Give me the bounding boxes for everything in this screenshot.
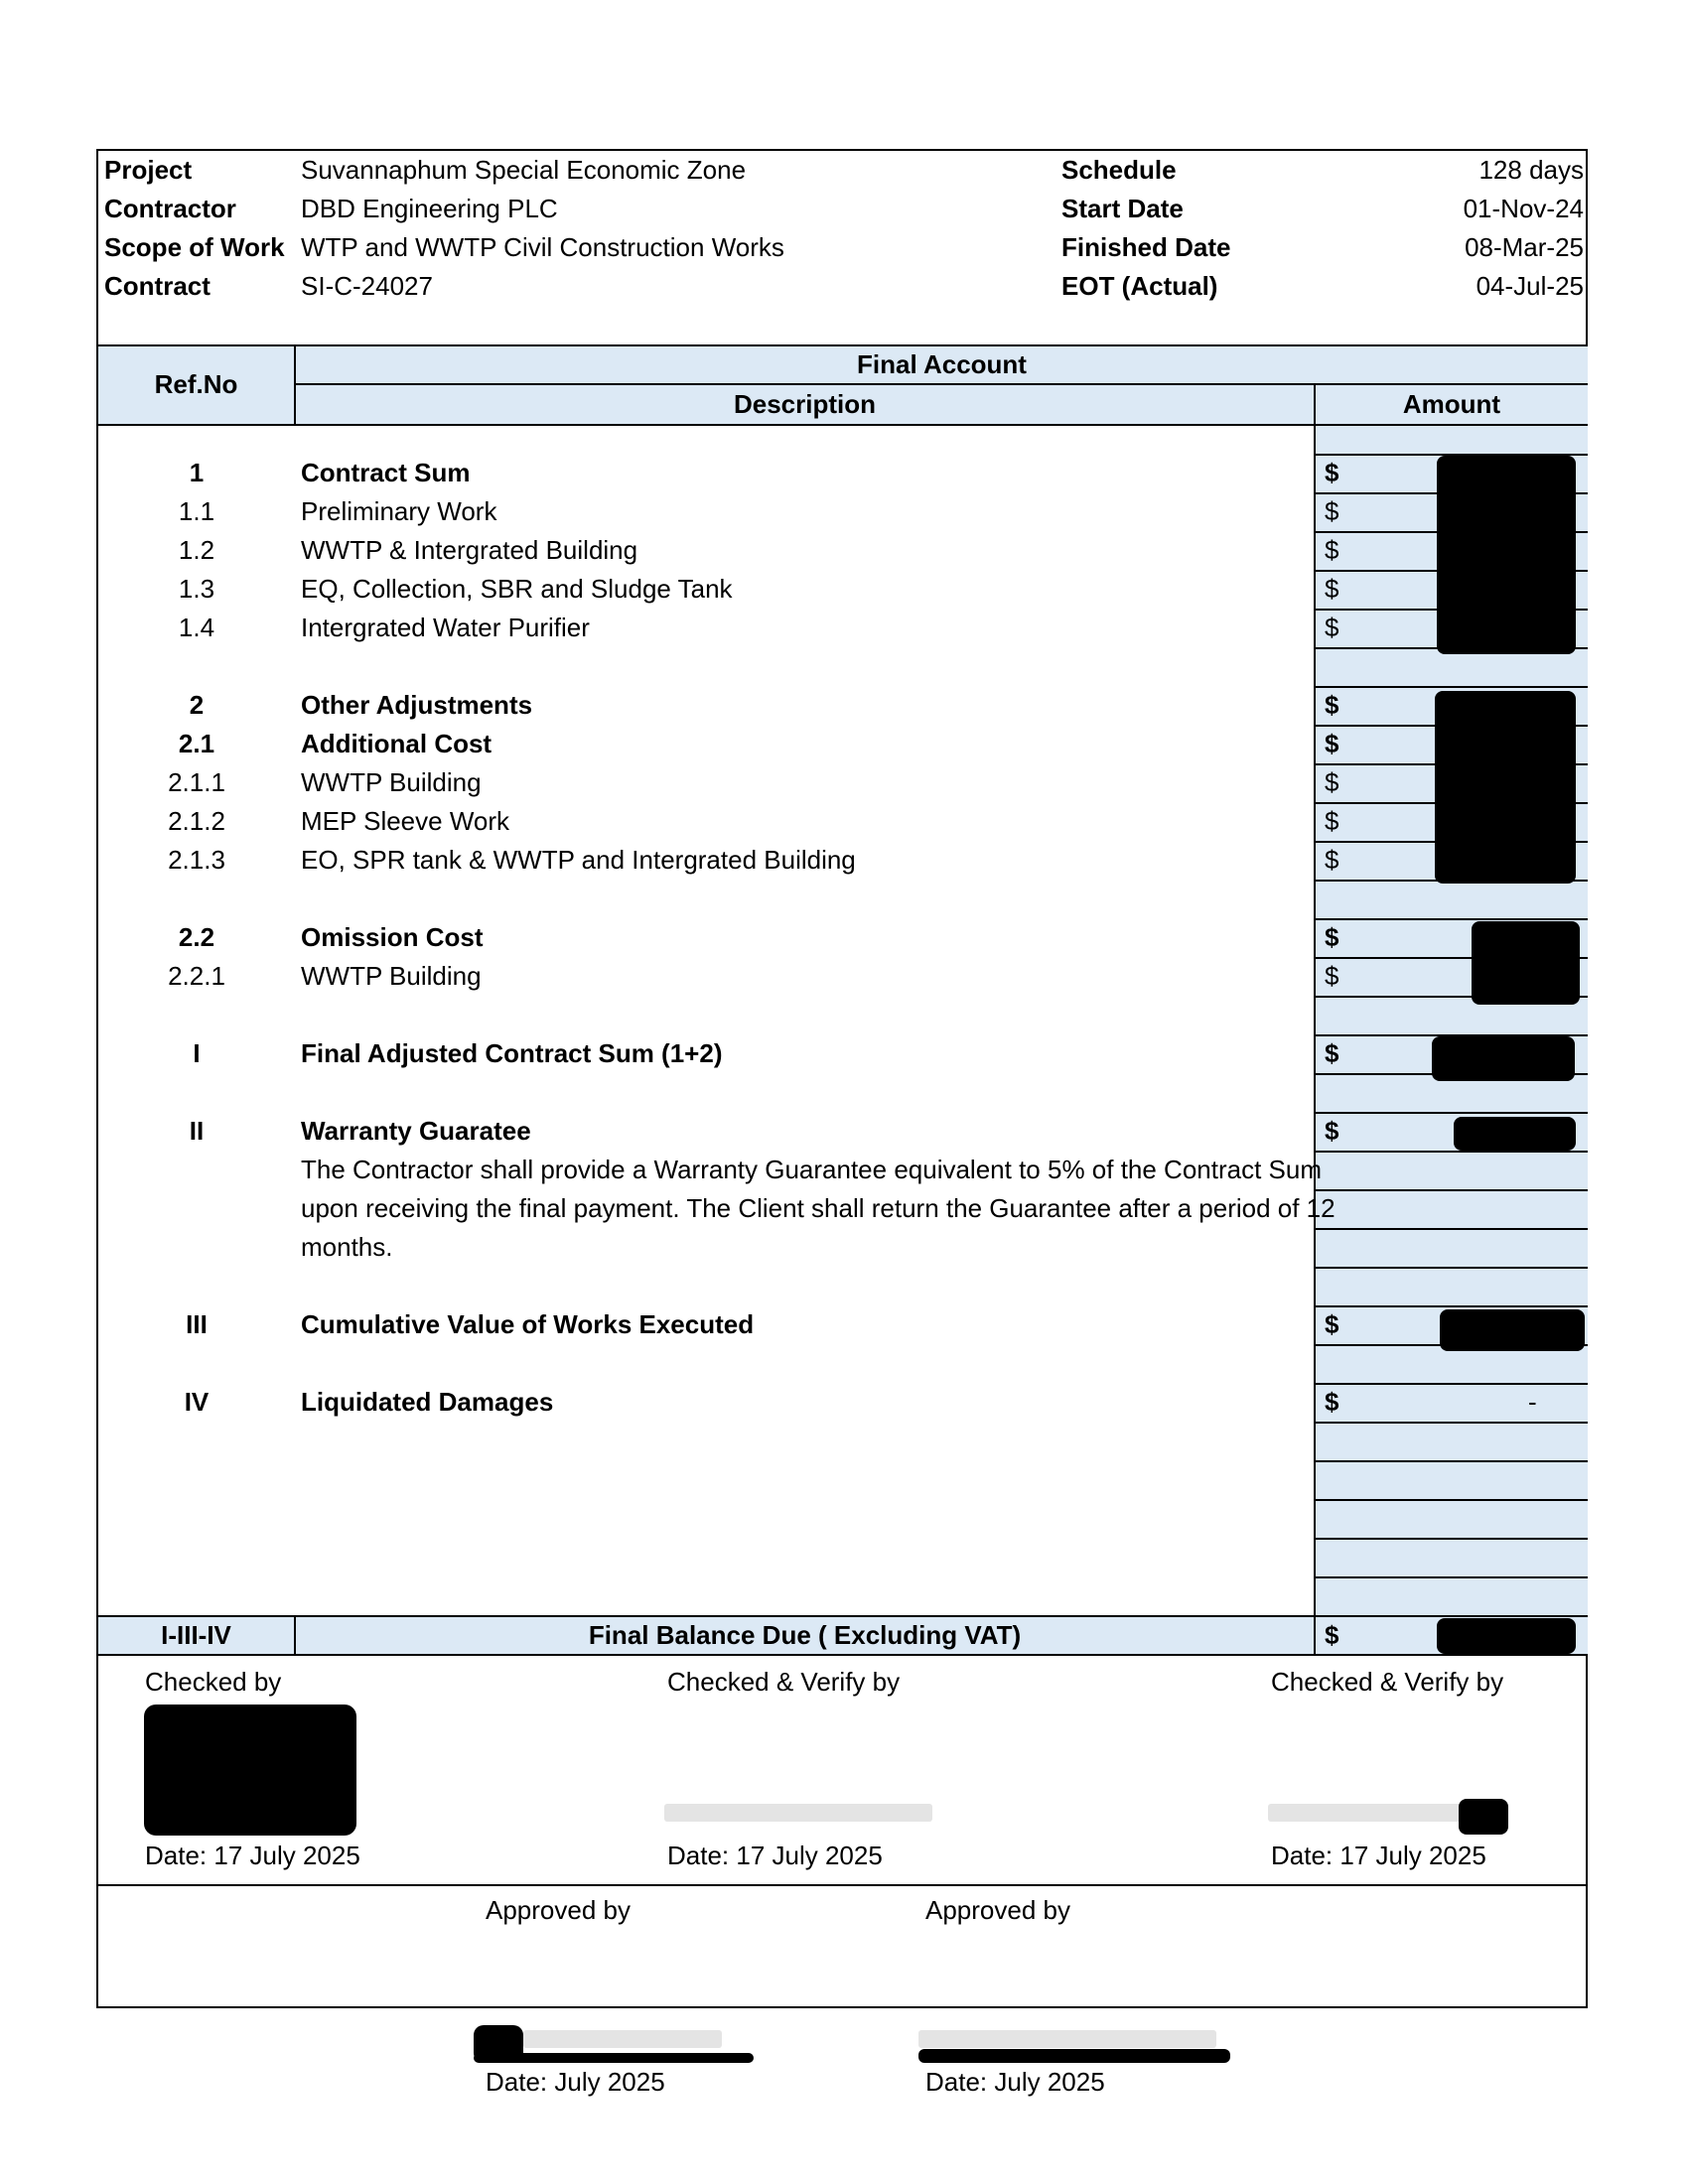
amount-header: Amount	[1402, 389, 1501, 419]
contract-label: Contract	[104, 271, 211, 301]
table-row: 1.3 EQ, Collection, SBR and Sludge Tank $	[178, 574, 1339, 604]
approved-by-label-1: Approved by	[486, 1895, 631, 1925]
table-row: 1.2 WWTP & Intergrated Building $	[178, 535, 1339, 565]
scope-value: WTP and WWTP Civil Construction Works	[301, 232, 784, 262]
finished-date-label: Finished Date	[1061, 232, 1231, 262]
liquidated-damages-amount: -	[1528, 1387, 1537, 1417]
final-balance-ref: I-III-IV	[161, 1620, 231, 1650]
table-row: 2.1.2 MEP Sleeve Work $	[168, 806, 1339, 836]
table-row: 1.1 Preliminary Work $	[178, 496, 1339, 526]
signature-line	[918, 2049, 1230, 2063]
schedule-value: 128 days	[1478, 155, 1584, 185]
table-row: III Cumulative Value of Works Executed $	[186, 1309, 1339, 1339]
table-row: 2.1.1 WWTP Building $	[168, 767, 1339, 797]
blurred-signature	[523, 2030, 722, 2048]
checked-verify-by-label-1: Checked & Verify by	[667, 1667, 901, 1697]
final-balance-currency: $	[1325, 1620, 1339, 1650]
checked-date-2: Date: 17 July 2025	[667, 1841, 883, 1870]
redacted-amount	[1435, 691, 1576, 884]
table-row: 2.2.1 WWTP Building $	[168, 961, 1339, 991]
warranty-text-line-2: upon receiving the final payment. The Client shall return the Guarantee after a period of 12	[301, 1193, 1336, 1223]
warranty-text-line-3: months.	[301, 1232, 393, 1262]
redacted-signature	[144, 1705, 356, 1836]
finished-date-value: 08-Mar-25	[1465, 232, 1584, 262]
table-row: IV Liquidated Damages $ -	[98, 1383, 1590, 1422]
description-header: Description	[733, 389, 877, 419]
checked-date-3: Date: 17 July 2025	[1271, 1841, 1486, 1870]
checked-verify-by-label-2: Checked & Verify by	[1271, 1667, 1504, 1697]
table-row: 2 Other Adjustments $	[189, 690, 1339, 720]
redacted-signature	[1459, 1799, 1508, 1835]
start-date-value: 01-Nov-24	[1463, 194, 1584, 223]
project-value: Suvannaphum Special Economic Zone	[301, 155, 747, 185]
schedule-label: Schedule	[1061, 155, 1177, 185]
project-label: Project	[104, 155, 193, 185]
approved-by-label-2: Approved by	[925, 1895, 1070, 1925]
table-row: 2.2 Omission Cost $	[178, 922, 1339, 952]
redacted-amount	[1437, 456, 1576, 654]
table-row: 2.1.3 EO, SPR tank & WWTP and Intergrated Building $	[168, 845, 1339, 875]
table-row: 1 Contract Sum $	[189, 458, 1339, 487]
final-account-title: Final Account	[857, 349, 1027, 379]
redacted-amount	[1472, 921, 1580, 1005]
redacted-amount	[1454, 1117, 1576, 1151]
checked-date-1: Date: 17 July 2025	[145, 1841, 360, 1870]
signature-line	[474, 2053, 754, 2063]
blurred-signature	[918, 2030, 1216, 2048]
blurred-signature	[1268, 1804, 1467, 1822]
contractor-label: Contractor	[104, 194, 236, 223]
refno-header: Ref.No	[154, 369, 238, 399]
start-date-label: Start Date	[1061, 194, 1184, 223]
table-row: II Warranty Guaratee $	[189, 1116, 1339, 1146]
checked-by-label: Checked by	[145, 1667, 282, 1697]
table-row: 2.1 Additional Cost $	[178, 729, 1339, 758]
eot-value: 04-Jul-25	[1476, 271, 1584, 301]
scope-label: Scope of Work	[104, 232, 285, 262]
table-row: 1.4 Intergrated Water Purifier $	[178, 613, 1339, 642]
eot-label: EOT (Actual)	[1061, 271, 1218, 301]
redacted-amount	[1432, 1036, 1575, 1081]
final-account-document	[96, 149, 1588, 2097]
blurred-signature	[664, 1804, 932, 1822]
contract-value: SI-C-24027	[301, 271, 433, 301]
approved-date-2: Date: July 2025	[925, 2067, 1105, 2097]
contractor-value: DBD Engineering PLC	[301, 194, 558, 223]
redacted-final-balance	[1437, 1618, 1576, 1654]
table-row: I Final Adjusted Contract Sum (1+2) $	[193, 1038, 1339, 1068]
approved-date-1: Date: July 2025	[486, 2067, 665, 2097]
final-balance-description: Final Balance Due ( Excluding VAT)	[588, 1620, 1022, 1650]
redacted-amount	[1440, 1309, 1585, 1351]
warranty-text-line-1: The Contractor shall provide a Warranty Guarantee equivalent to 5% of the Contract Sum	[301, 1155, 1323, 1184]
